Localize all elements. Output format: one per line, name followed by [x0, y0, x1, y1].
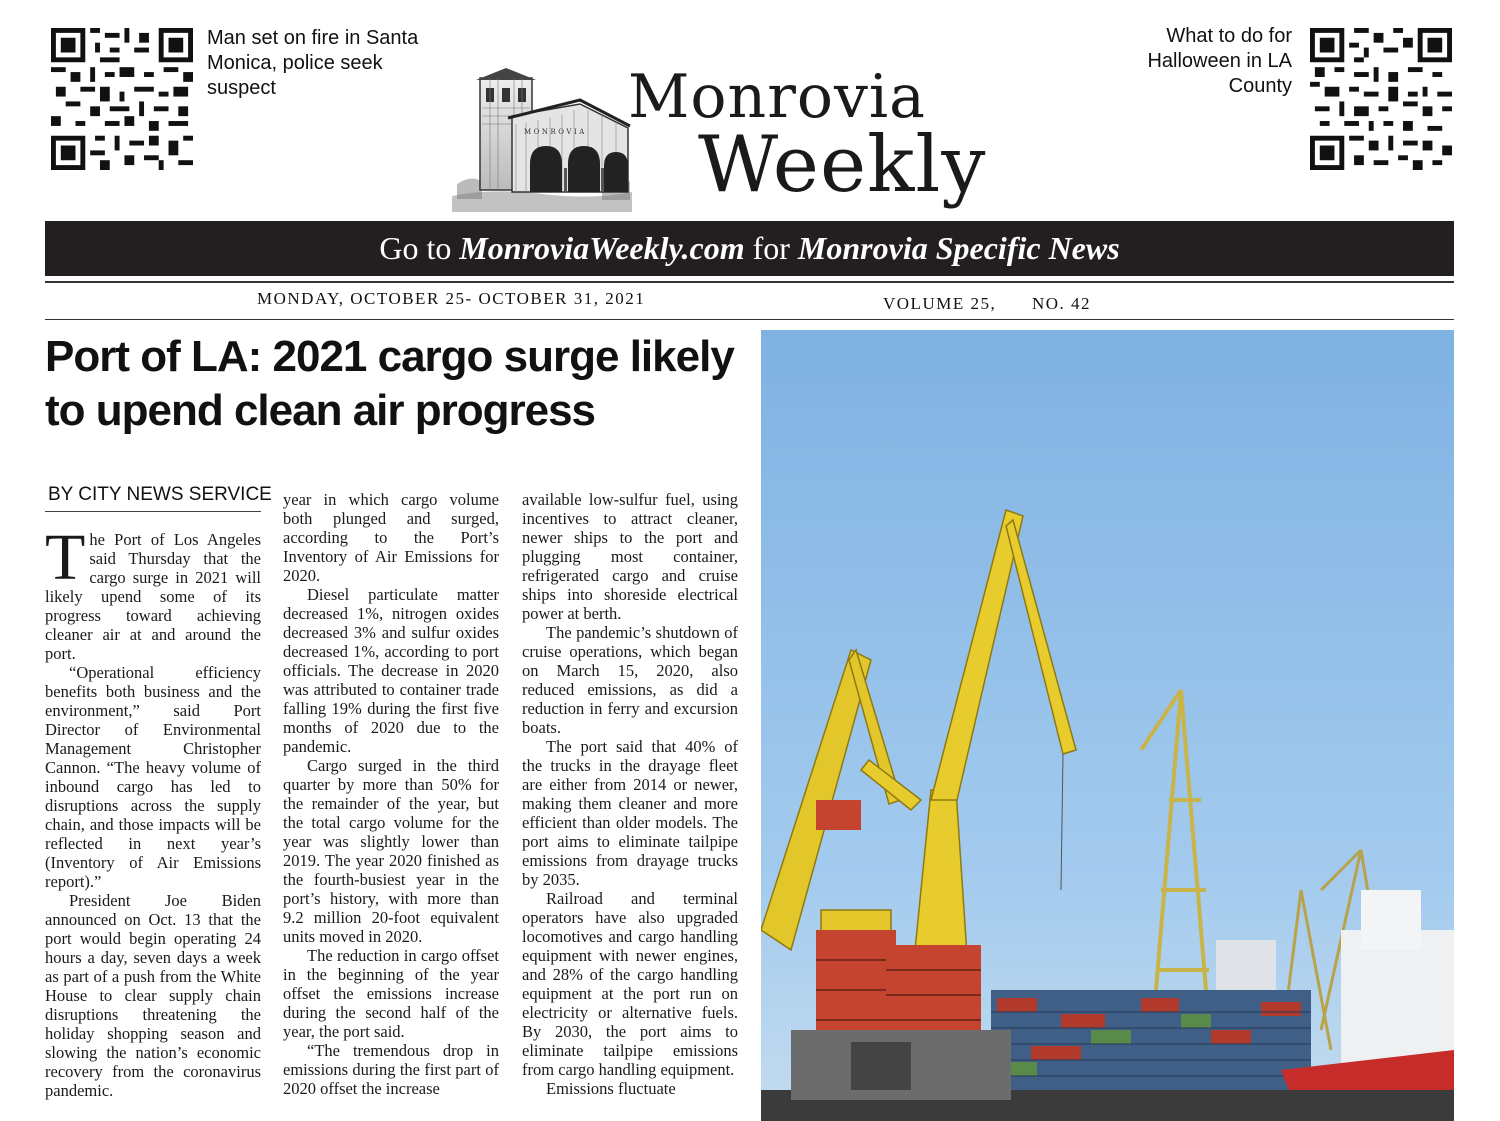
article-column-2 [283, 490, 499, 1121]
masthead-title-line1: Monrovia [628, 62, 926, 132]
article-paragraph: year in which cargo volume both plunged and surged, according to the Port’s Inventory of Air Emissions for 2020. [283, 490, 499, 585]
article-paragraph: The Port of Los Angeles said Thursday that the cargo surge in 2021 will likely upend some of its progress toward achieving cleaner air at and around the port. [45, 530, 261, 663]
teaser-right[interactable]: What to do for Halloween in LA County [1147, 25, 1292, 97]
article-column-3 [522, 490, 738, 1121]
banner-tagline: Monrovia Specific News [797, 230, 1120, 266]
article-paragraph: Diesel particulate matter decreased 1%, nitrogen oxides decreased 3% and sulfur oxides decreased 1%, according to port officials. The decrease in 2020 was attributed to container trade falling 19% during the first five months of 2020 due to the pandemic. [283, 585, 499, 756]
banner-site[interactable]: MonroviaWeekly.com [459, 230, 745, 266]
article-paragraph: The port said that 40% of the trucks in the drayage fleet are either from 2014 or newer, making them cleaner and more efficient than older models. The port aims to eliminate tailpipe emissions from drayage trucks by 2035. [522, 737, 738, 889]
website-banner[interactable] [45, 221, 1454, 276]
issue-date: MONDAY, OCTOBER 25- OCTOBER 31, 2021 [257, 289, 646, 308]
banner-prefix: Go to [379, 230, 460, 266]
train-station-illustration [452, 64, 632, 212]
article-paragraph: available low-sulfur fuel, using incentives to attract cleaner, newer ships to the port and plugging most container, refrigerated cargo and cruise ships into shoreside electrical power at berth. [522, 490, 738, 623]
issue-volume: VOLUME 25, [883, 294, 997, 313]
port-cranes-photo[interactable] [761, 330, 1454, 1121]
article-headline[interactable]: Port of LA: 2021 cargo surge likely to upend clean air progress [45, 332, 734, 435]
article-byline: BY CITY NEWS SERVICE [48, 484, 272, 505]
article-paragraph: The pandemic’s shutdown of cruise operations, which began on March 15, 2020, also reduced emissions, as did a reduction in ferry and excursion boats. [522, 623, 738, 737]
teaser-left[interactable]: Man set on fire in Santa Monica, police seek suspect [207, 27, 419, 99]
article-paragraph: President Joe Biden announced on Oct. 13 that the port would begin operating 24 hours a day, seven days a week as part of a push from the White House to clear supply chain disruptions threatening the holiday shopping season and slowing the nation’s economic recovery from the coronavirus pandemic. [45, 891, 261, 1100]
qr-code-right[interactable] [1310, 28, 1452, 170]
drop-cap: T [45, 530, 86, 594]
article-paragraph: The reduction in cargo offset in the beginning of the year offset the emissions increase during the second half of the year, the port said. [283, 946, 499, 1041]
article-paragraph: “Operational efficiency benefits both business and the environment,” said Port Director of Environmental Management Christopher Cannon. “The heavy volume of inbound cargo has led to disruptions across the supply chain, and those impacts will be reflected in next year’s (Inventory of Air Emissions report).” [45, 663, 261, 891]
article-paragraph: Cargo surged in the third quarter by more than 50% for the remainder of the year, but the total cargo volume for the year was slightly lower than 2019. The year 2020 finished as the fourth-busiest year in the port’s history, with more than 9.2 million 20-foot equivalent units moved in 2020. [283, 756, 499, 946]
article-paragraph: Railroad and terminal operators have also upgraded locomotives and cargo handling equipment with newer engines, and 28% of the cargo handling equipment at the port run on electricity or alternative fuels. By 2030, the port aims to eliminate tailpipe emissions from cargo handling equipment. [522, 889, 738, 1079]
masthead-rule-bottom [45, 319, 1454, 320]
banner-middle: for [744, 230, 798, 266]
article-column-1 [45, 530, 261, 1121]
building-sign-text: MONROVIA [524, 128, 587, 136]
byline-rule [45, 511, 261, 512]
masthead-rule-top [45, 281, 1454, 283]
qr-code-left[interactable] [51, 28, 193, 170]
masthead-title-line2: Weekly [698, 120, 987, 210]
article-paragraph: “The tremendous drop in emissions during the first part of 2020 offset the increase [283, 1041, 499, 1098]
issue-number: NO. 42 [1032, 294, 1092, 313]
article-paragraph: Emissions fluctuate [546, 1079, 676, 1098]
